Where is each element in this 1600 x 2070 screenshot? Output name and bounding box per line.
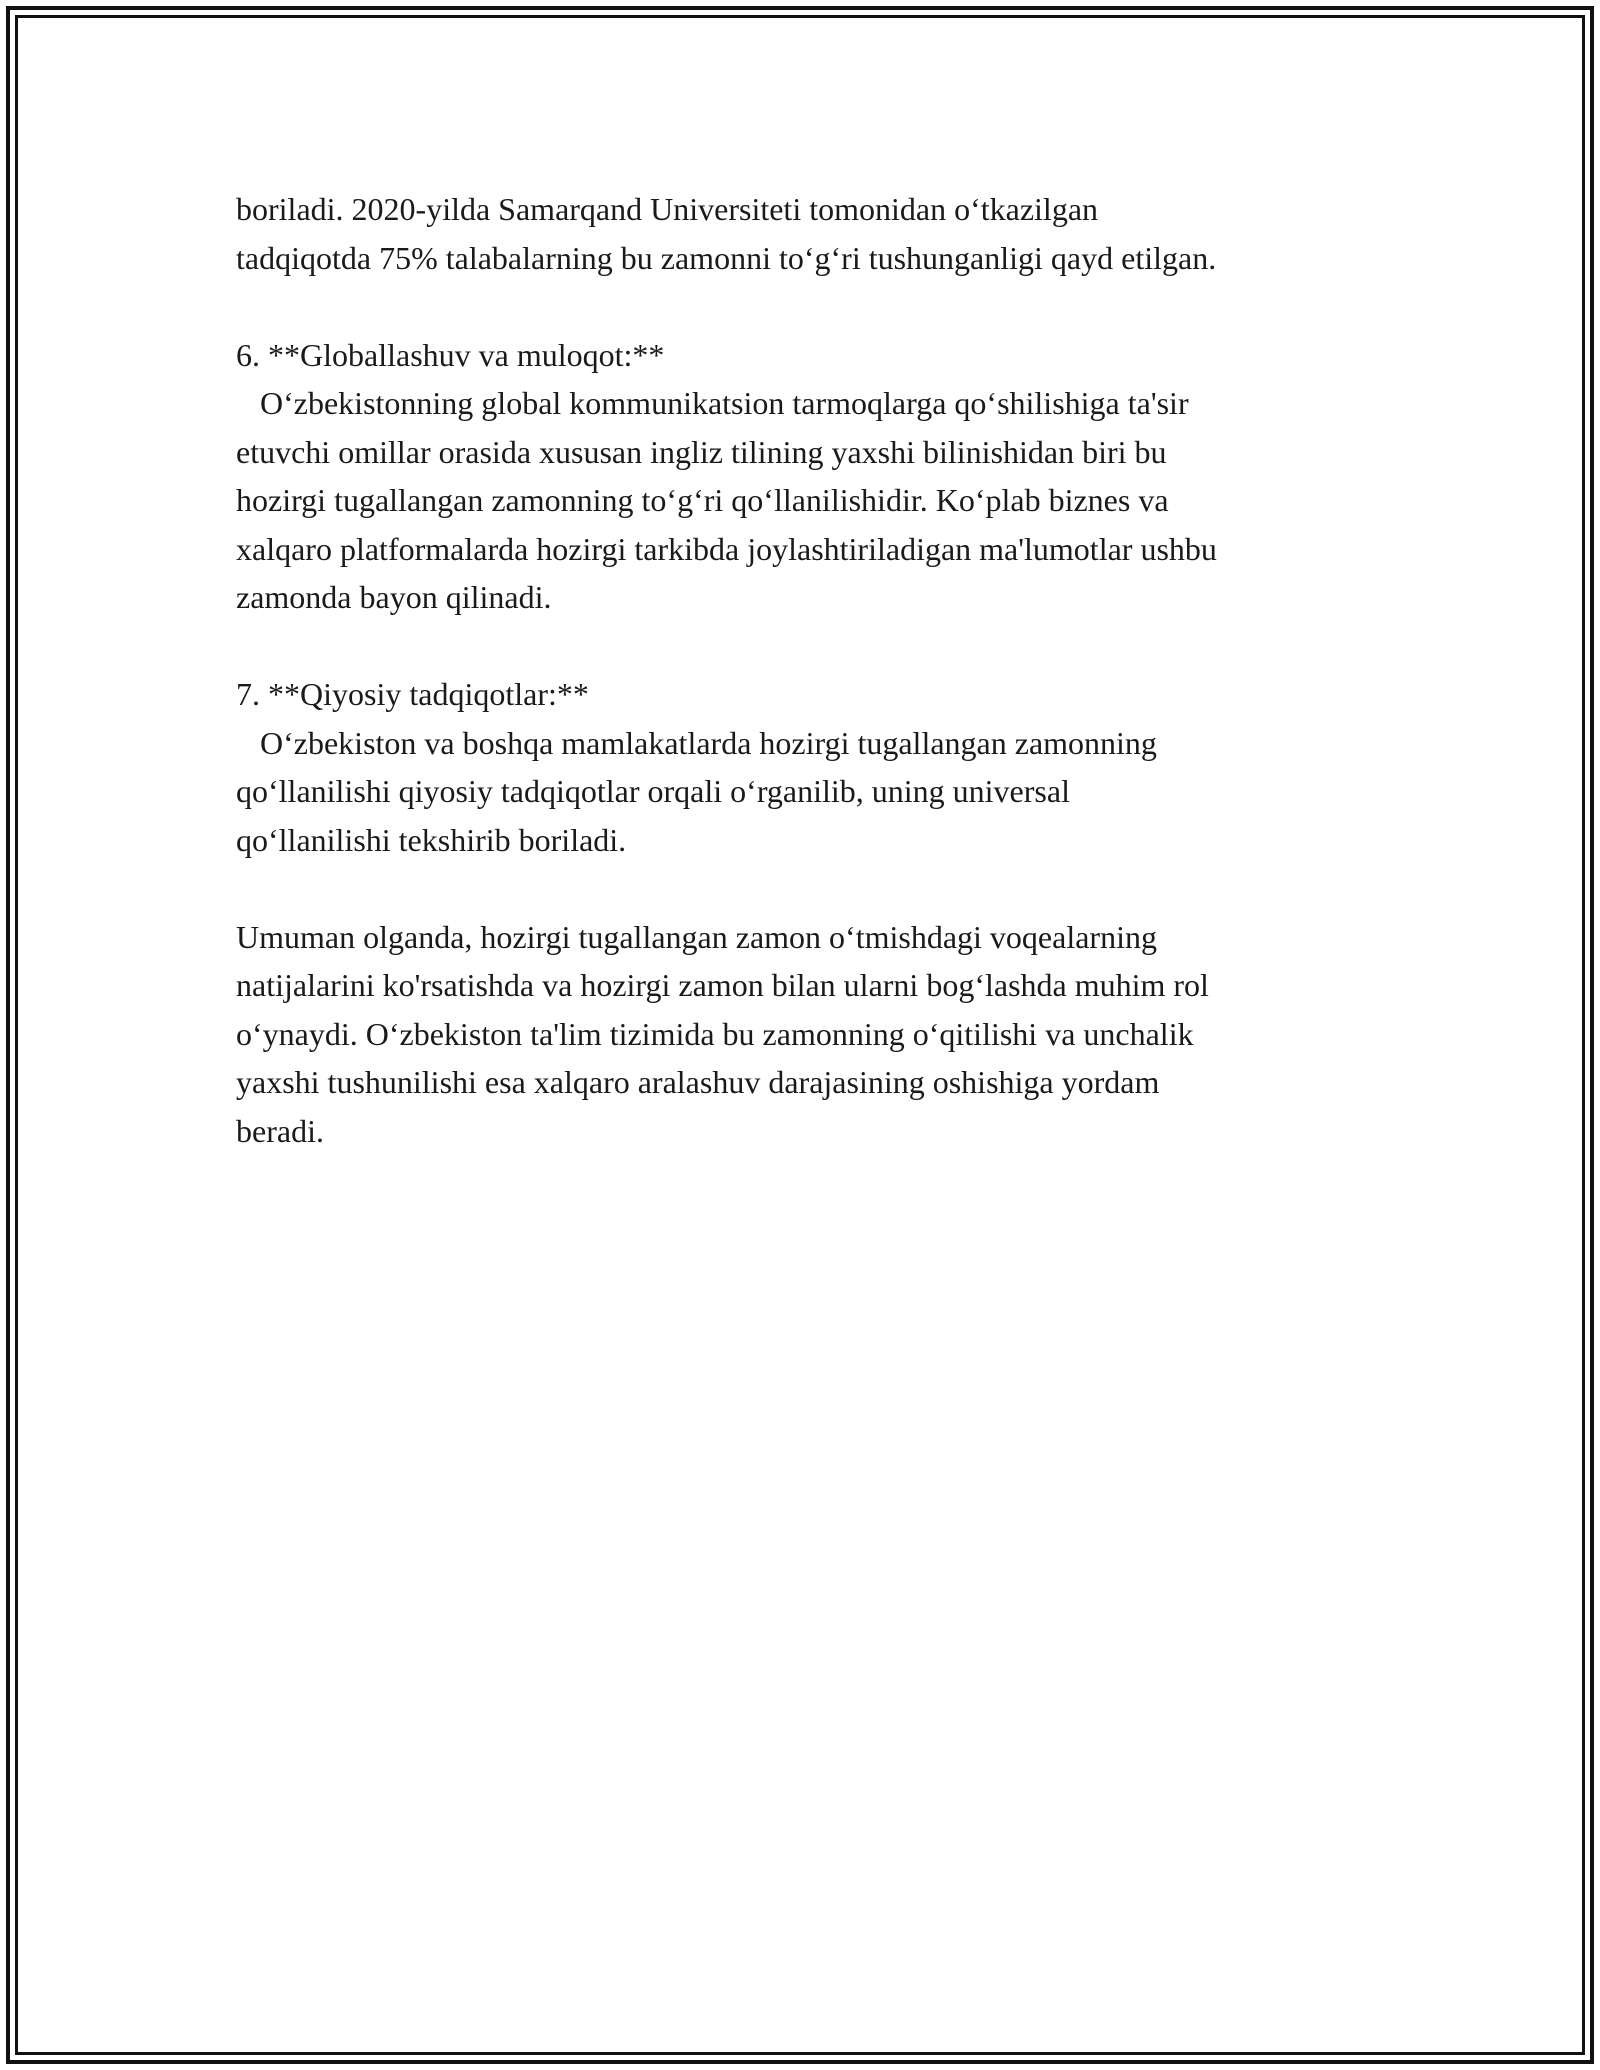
section-6-globallashuv [236,331,1396,622]
section-heading: 7. **Qiyosiy tadqiqotlar:** [236,676,589,712]
section-heading: 6. **Globallashuv va muloqot:** [236,336,665,373]
paragraph-samarqand-study [236,185,1396,282]
section-7-qiyosiy [236,670,1396,864]
paragraph-gap [236,864,1396,913]
text-line: Umuman olganda, hozirgi tugallangan zamon o‘tmishdagi voqealarning [236,918,1157,955]
paragraph-gap [236,622,1396,671]
text-line: hozirgi tugallangan zamonning to‘g‘ri qo‘llanilishidir. Ko‘plab biznes va [236,482,1169,518]
text-line: boriladi. 2020-yilda Samarqand Universiteti tomonidan o‘tkazilgan [236,191,1099,227]
text-line: etuvchi omillar orasida xususan ingliz tilining yaxshi bilinishidan biri bu [236,433,1167,470]
text-line: tadqiqotda 75% talabalarning bu zamonni to‘g‘ri tushunganligi qayd etilgan. [236,239,1217,276]
text-line: O‘zbekiston va boshqa mamlakatlarda hozirgi tugallangan zamonning [236,724,1157,761]
text-line: beradi. [236,1112,324,1149]
text-line: O‘zbekistonning global kommunikatsion tarmoqlarga qo‘shilishiga ta'sir [236,385,1189,421]
text-line: yaxshi tushunilishi esa xalqaro aralashuv darajasining oshishiga yordam [236,1064,1160,1100]
document-body [236,185,1396,1155]
text-line: xalqaro platformalarda hozirgi tarkibda joylashtiriladigan ma'lumotlar ushbu [236,530,1217,567]
text-line: natijalarini ko'rsatishda va hozirgi zamon bilan ularni bog‘lashda muhim rol [236,967,1209,1003]
text-line: qo‘llanilishi tekshirib boriladi. [236,821,627,858]
paragraph-conclusion [236,913,1396,1156]
text-line: o‘ynaydi. O‘zbekiston ta'lim tizimida bu zamonning o‘qitilishi va unchalik [236,1015,1194,1052]
text-line: zamonda bayon qilinadi. [236,579,552,615]
text-line: qo‘llanilishi qiyosiy tadqiqotlar orqali o‘rganilib, uning universal [236,773,1070,809]
paragraph-gap [236,282,1396,331]
